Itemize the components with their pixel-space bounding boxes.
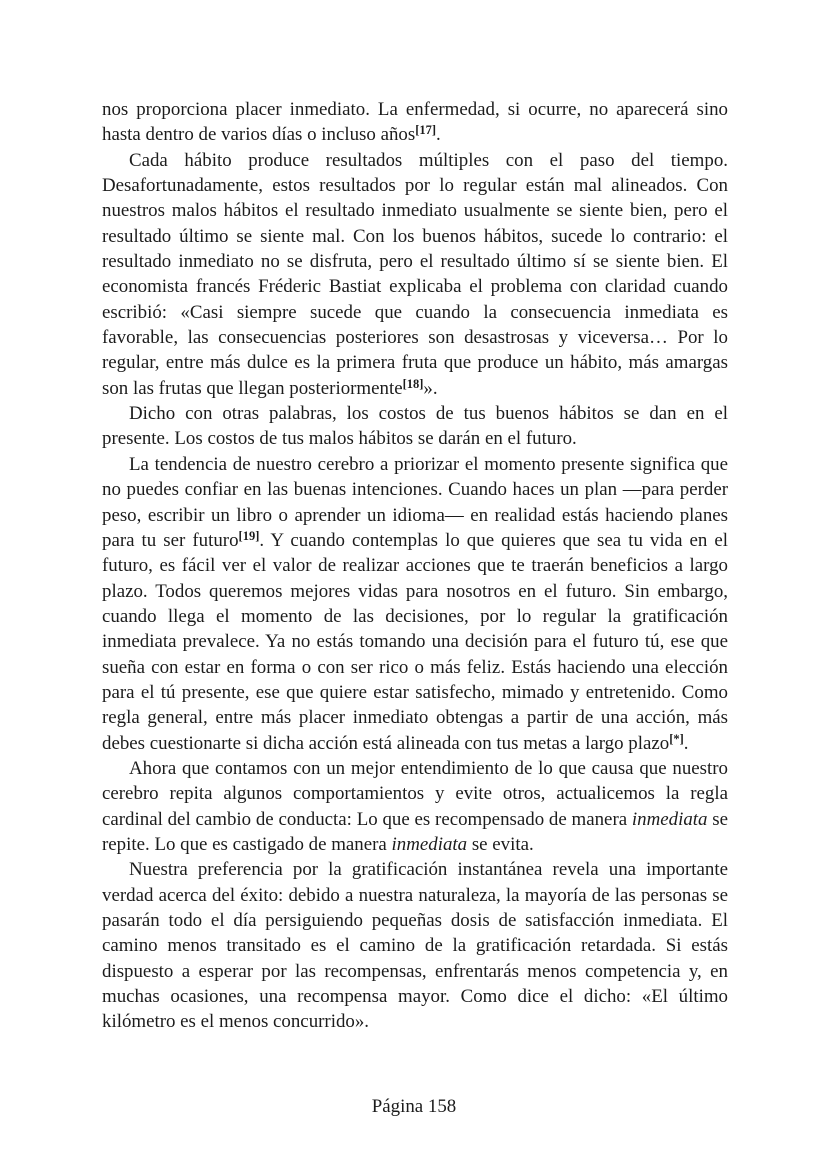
text-run: se evita.	[467, 833, 534, 855]
text-run: Ahora que contamos con un mejor entendimiento de lo que causa que nuestro cerebro repita algunos comportamientos y evite otros, actualicemos la regla cardinal del cambio de conducta: Lo que es recompensado de manera	[102, 757, 728, 830]
paragraph	[102, 97, 728, 148]
paragraph	[102, 148, 728, 401]
emphasis-text: inmediata	[631, 808, 708, 830]
text-run: .	[436, 124, 441, 146]
emphasis-text: inmediata	[391, 833, 468, 855]
paragraph	[102, 401, 728, 452]
page-number: Página 158	[371, 1096, 457, 1117]
text-run: Cada hábito produce resultados múltiples con el paso del tiempo. Desafortunadamente, estos resultados por lo regular están mal alineados. Con nuestros malos hábitos el resultado inmediato usualmente se siente bien, pero el resultado último se siente mal. Con los buenos hábitos, sucede lo contrario: el resultado inmediato no se disfruta, pero el resultado último sí se siente bien. El economista francés Fréderic Bastiat explicaba el problema con claridad cuando escribió: «Casi siempre sucede que cuando la consecuencia inmediata es favorable, las consecuencias posteriores son desastrosas y viceversa… Por lo regular, entre más dulce es la primera fruta que produce un hábito, más amargas son las frutas que llegan posteriormente	[102, 149, 728, 399]
body-text	[102, 97, 728, 1035]
text-run: nos proporciona placer inmediato. La enfermedad, si ocurre, no aparecerá sino hasta dentro de varios días o incluso años	[102, 99, 728, 146]
paragraph	[102, 756, 728, 857]
paragraph	[102, 452, 728, 756]
footnote-ref[interactable]: [19]	[238, 528, 260, 543]
paragraph	[102, 857, 728, 1034]
text-run: Nuestra preferencia por la gratificación instantánea revela una importante verdad acerca del éxito: debido a nuestra naturaleza, la mayoría de las personas se pasarán todo el día persiguiendo pequeñas dosis de satisfacción inmediata. El camino menos transitado es el camino de la gratificación retardada. Si estás dispuesto a esperar por las recompensas, enfrentarás menos competencia y, en muchas ocasiones, una recompensa mayor. Como dice el dicho: «El último kilómetro es el menos concurrido».	[102, 859, 728, 1033]
footnote-ref[interactable]: [17]	[415, 123, 437, 138]
footnote-ref[interactable]: [*]	[669, 731, 684, 746]
text-run: .	[683, 732, 689, 754]
footnote-ref[interactable]: [18]	[402, 376, 424, 391]
text-run: ».	[423, 377, 438, 399]
text-run: Dicho con otras palabras, los costos de tus buenos hábitos se dan en el presente. Los costos de tus malos hábitos se darán en el futuro.	[102, 403, 728, 450]
text-run: . Y cuando contemplas lo que quieres que sea tu vida en el futuro, es fácil ver el valor de realizar acciones que te traerán beneficios a largo plazo. Todos queremos mejores vidas para nosotros en el futuro. Sin embargo, cuando llega el momento de las decisiones, por lo regular la gratificación inmediata prevalece. Ya no estás tomando una decisión para el futuro tú, ese que sueña con estar en forma o con ser rico o más feliz. Estás haciendo una elección para el tú presente, ese que quiere estar satisfecho, mimado y entretenido. Como regla general, entre más placer inmediato obtengas a partir de una acción, más debes cuestionarte si dicha acción está alineada con tus metas a largo plazo	[102, 529, 729, 754]
text-run: se repite. Lo que es castigado de manera	[102, 808, 728, 855]
text-run: La tendencia de nuestro cerebro a priorizar el momento presente significa que no puedes confiar en las buenas intenciones. Cuando haces un plan —para perder peso, escribir un libro o aprender un idioma— en realidad estás haciendo planes para tu ser futuro	[102, 453, 728, 551]
